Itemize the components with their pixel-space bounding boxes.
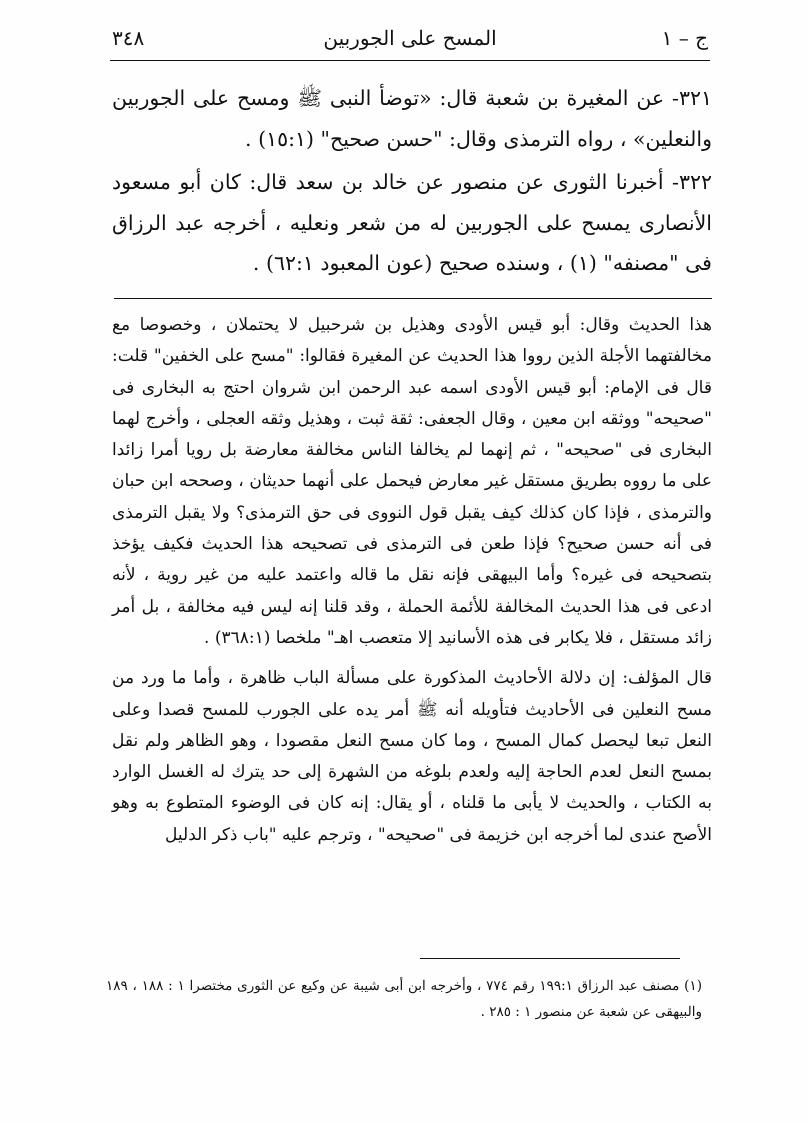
footnote-rule — [420, 958, 680, 959]
hadith-321: ٣٢١- عن المغيرة بن شعبة قال: «توضأ النبى ﷺ ومسح على الجوربين والنعلين» ، رواه الترمذى وقال: "حسن صحيح" (١٥:١) . — [112, 86, 712, 151]
hadith-texts — [112, 78, 712, 284]
hadith-322: ٣٢٢- أخبرنا الثورى عن منصور عن خالد بن سعد قال: كان أبو مسعود الأنصارى يمسح على الجوربين له من شعر ونعليه ، أخرجه عبد الرزاق فى "مصنفه" (١) ، وسنده صحيح (عون المعبود ٦٢:١) . — [112, 170, 712, 275]
chapter-title: المسح على الجوربين — [323, 26, 497, 50]
section-divider — [114, 298, 712, 299]
commentary-paragraph: هذا الحديث وقال: أبو قيس الأودى وهذيل بن شرحبيل لا يحتملان ، وخصوصا مع مخالفتهما الأجلة الذين رووا هذا الحديث عن المغيرة فقالوا: "مسح على الخفين" قلت: قال فى الإمام: أبو قيس الأودى اسمه عبد الرحمن ابن شروان احتج به البخارى فى "صحيحه" ووثقه ابن معين ، وقال الجعفى: ثقة ثبت ، وهذيل وثقه العجلى ، وأخرج لهما البخارى فى "صحيحه" ، ثم إنهما لم يخالفا الناس مخالفة معارضة بل رويا أمرا زائدا على ما رووه بطريق مستقل غير معارض فيحمل على أنهما حديثان ، وصححه ابن حبان والترمذى ، فإذا كان كذلك كيف يقبل قول النووى فى حق الترمذى؟ ولا يقبل الترمذى فى أنه حسن صحيح؟ فإذا طعن فى الترمذى فى تصحيحه هذا الحديث فكيف يؤخذ بتصحيحه فى غيره؟ وأما البيهقى فإنه نقل ما قاله واعتمد عليه من غير روية ، لأنه ادعى فى هذا الحديث المخالفة للأئمة الحملة ، وقد قلنا إنه ليس فيه مخالفة ، بل أمر زائد مستقل ، فلا يكابر فى هذه الأسانيد إلا متعصب اهـ" ملخصا (٣٦٨:١) . — [112, 315, 712, 648]
footnotes — [106, 973, 702, 1025]
author-remark-paragraph: قال المؤلف: إن دلالة الأحاديث المذكورة على مسألة الباب ظاهرة ، وأما ما ورد من مسح النعلين فى الأحاديث فتأويله أنه ﷺ أمر يده على الجورب للمسح قصدا وعلى النعل تبعا ليحصل كمال المسح ، وما كان مسح النعل مقصودا ، وهو الظاهر ولم نقل بمسح النعل لعدم الحاجة إليه ولعدم بلوغه من الشهرة إلى حد يترك له الغسل الوارد به الكتاب ، والحديث لا يأبى ما قلناه ، أو يقال: إنه كان فى الوضوء المتطوع به وهو الأصح عندى لما أخرجه ابن خزيمة فى "صحيحه" ، وترجم عليه "باب ذكر الدليل — [112, 668, 712, 845]
commentary — [112, 310, 712, 851]
running-header — [112, 26, 708, 60]
header-rule — [110, 60, 710, 61]
footnote-1: (١) مصنف عبد الرزاق ١٩٩:١ رقم ٧٧٤ ، وأخرجه ابن أبى شيبة عن وكيع عن الثورى مختصرا ١ : ١٨٨ ، ١٨٩ والبيهقى عن شعبة عن منصور ١ : ٢٨٥ . — [106, 978, 702, 1020]
volume-label: ج – ١ — [661, 26, 708, 50]
page-number: ٣٤٨ — [112, 26, 145, 50]
